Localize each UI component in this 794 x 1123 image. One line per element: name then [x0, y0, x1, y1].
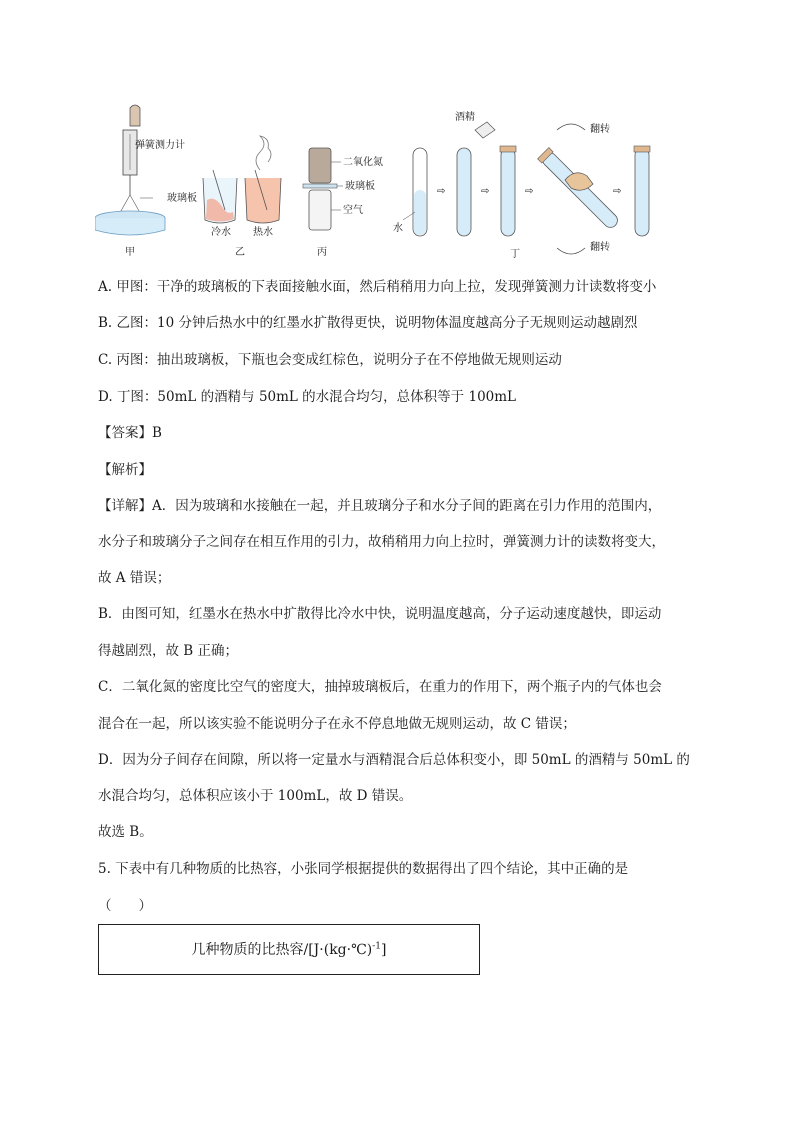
arrow-4: ⇨ — [613, 186, 622, 197]
specific-heat-table — [98, 924, 480, 975]
option-a: A. 甲图：干净的玻璃板的下表面接触水面，然后稍稍用力向上拉，发现弹簧测力计读数将变小 — [98, 279, 657, 295]
label-glass-plate-c: 玻璃板 — [345, 181, 375, 192]
option-b: B. 乙图：10 分钟后热水中的红墨水扩散得更快，说明物体温度越高分子无规则运动越剧烈 — [98, 315, 638, 331]
label-water: 水 — [393, 223, 403, 234]
detail-line-4: B．由图可知，红墨水在热水中扩散得比冷水中快，说明温度越高，分子运动速度越快，即运动 — [98, 606, 662, 622]
label-cold-water: 冷水 — [211, 227, 231, 238]
table-header-exponent: -1 — [372, 941, 382, 952]
figure-yi — [203, 136, 281, 258]
detail-line-2: 水分子和玻璃分子之间存在相互作用的引力，故稍稍用力向上拉时，弹簧测力计的读数将变大， — [98, 534, 665, 550]
label-glass-plate-a: 玻璃板 — [167, 193, 197, 204]
option-d: D. 丁图：50mL 的酒精与 50mL 的水混合均匀，总体积等于 100mL — [98, 389, 517, 405]
experiment-figure — [95, 100, 695, 265]
detail-line-5: 得越剧烈，故 B 正确； — [98, 643, 239, 659]
detail-line-7: 混合在一起，所以该实验不能说明分子在永不停息地做无规则运动，故 C 错误； — [98, 716, 576, 732]
label-no2: 二氧化氮 — [343, 157, 383, 168]
conclusion-line: 故选 B。 — [98, 824, 153, 840]
question-5-blank: （ ） — [98, 898, 152, 914]
arrow-2: ⇨ — [481, 186, 490, 197]
table-header — [99, 939, 479, 959]
caption-yi: 乙 — [235, 247, 245, 258]
label-alcohol: 酒精 — [455, 112, 475, 123]
detail-line-1: 【详解】A．因为玻璃和水接触在一起，并且玻璃分子和水分子间的距离在引力作用的范围内， — [98, 498, 662, 514]
figure-bing — [303, 148, 383, 258]
detail-line-9: 水混合均匀，总体积应该小于 100mL，故 D 错误。 — [98, 788, 413, 804]
caption-bing: 丙 — [317, 247, 327, 258]
analysis-heading: 【解析】 — [98, 462, 152, 478]
arrow-1: ⇨ — [437, 186, 446, 197]
caption-jia: 甲 — [125, 247, 135, 258]
detail-line-6: C．二氧化氮的密度比空气的密度大，抽掉玻璃板后，在重力的作用下，两个瓶子内的气体也会 — [98, 679, 662, 695]
question-5: 5. 下表中有几种物质的比热容，小张同学根据提供的数据得出了四个结论，其中正确的是 — [98, 861, 629, 877]
experiment-diagram — [95, 100, 695, 265]
table-header-text: 几种物质的比热容/[J·(kg·℃) — [191, 942, 373, 958]
figure-jia — [95, 105, 197, 258]
option-c: C. 丙图：抽出玻璃板，下瓶也会变成红棕色，说明分子在不停地做无规则运动 — [98, 352, 562, 368]
label-flip-top: 翻转 — [590, 124, 610, 135]
label-flip-bottom: 翻转 — [590, 242, 610, 253]
label-air: 空气 — [343, 205, 363, 216]
caption-ding: 丁 — [510, 249, 520, 260]
label-hot-water: 热水 — [253, 227, 273, 238]
figure-ding — [393, 110, 650, 260]
table-header-close: ] — [381, 942, 387, 958]
arrow-3: ⇨ — [525, 186, 534, 197]
detail-line-8: D．因为分子间存在间隙，所以将一定量水与酒精混合后总体积变小，即 50mL 的酒精与 50mL 的 — [98, 752, 690, 768]
label-spring-balance: 弹簧测力计 — [135, 140, 185, 151]
answer-line: 【答案】B — [98, 425, 162, 441]
detail-line-3: 故 A 错误； — [98, 570, 171, 586]
